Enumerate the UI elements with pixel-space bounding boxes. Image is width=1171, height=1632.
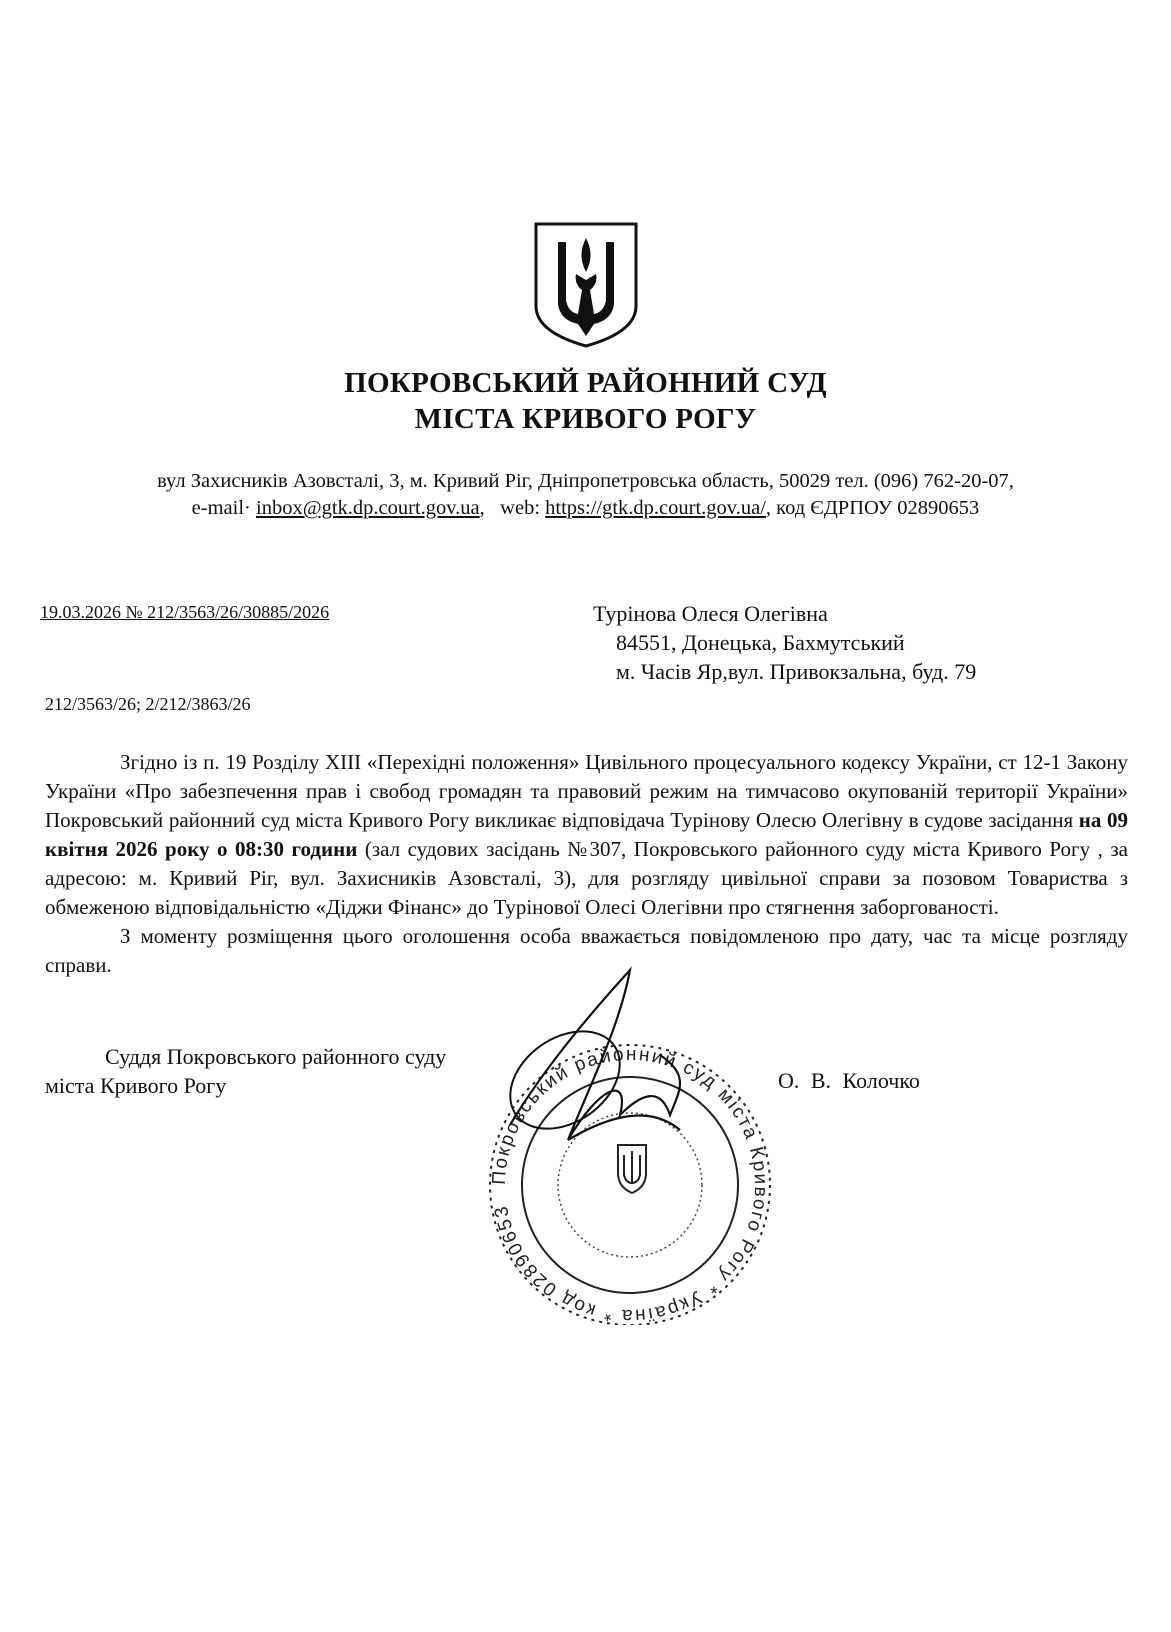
- judge-name: О. В. Колочко: [778, 1068, 920, 1093]
- web-link[interactable]: https://gtk.dp.court.gov.ua/: [545, 497, 766, 519]
- recipient-name: Турінова Олеся Олегівна: [593, 601, 828, 626]
- notice-text-end: (зал судових засідань №307, Покровського районного суду міста Кривого Рогу , за адресою: м. Кривий Ріг, вул. Захисників Азовсталі, 3), для розгляду цивільної справи за позовом Товариства з обмеженою відповідальністю «Діджи Фінанс» до Турінової Олесі Олегівни про стягнення заборгованості.: [45, 837, 1128, 919]
- judge-position-line1: Суддя Покровського районного суду: [105, 1044, 447, 1069]
- court-name-line2: МІСТА КРИВОГО РОГУ: [414, 403, 757, 435]
- court-contacts: e-mail· inbox@gtk.dp.court.gov.ua, web: https://gtk.dp.court.gov.ua/, код ЄДРПОУ 02890653: [191, 497, 980, 519]
- court-address: вул Захисників Азовсталі, 3, м. Кривий Ріг, Дніпропетровська область, 50029 тел. (096) 762-20-07,: [157, 470, 1014, 492]
- hearing-datetime: на 09 квітня 2026 року о 08:30 години: [45, 808, 1128, 861]
- seal-text: Покровський районний суд міста Кривого Рогу * Україна * код 02890653: [488, 1043, 772, 1325]
- recipient-block: [593, 599, 976, 686]
- web-label: web:: [500, 497, 541, 519]
- court-name-line1: ПОКРОВСЬКИЙ РАЙОННИЙ СУД: [344, 367, 827, 399]
- court-seal-and-signature: [470, 965, 790, 1325]
- recipient-address-line2: м. Часів Яр,вул. Привокзальна, буд. 79: [616, 659, 977, 684]
- notice-paragraph-1: [45, 748, 1128, 922]
- coat-of-arms-icon: [530, 220, 642, 350]
- notice-body: [45, 748, 1128, 980]
- email-link[interactable]: inbox@gtk.dp.court.gov.ua: [256, 497, 480, 519]
- svg-text:Покровський районний суд міста: [489, 1044, 771, 1325]
- judge-position-line2: міста Кривого Рогу: [45, 1073, 227, 1098]
- recipient-address-line1: 84551, Донецька, Бахмутський: [616, 630, 905, 655]
- judge-position: [45, 1042, 446, 1100]
- notice-text-start: Згідно із п. 19 Розділу ХІІІ «Перехідні положення» Цивільного процесуального кодексу України, ст 12-1 Закону України «Про забезпечення прав і свобод громадян та правовий режим на тимчасово окупованій території України» Покровський районний суд міста Кривого Рогу викликає відповідача Турінову Олесю Олегівну в судове засідання: [45, 750, 1128, 832]
- outgoing-number: 19.03.2026 № 212/3563/26/30885/2026: [40, 602, 330, 622]
- case-numbers: 212/3563/26; 2/212/3863/26: [45, 694, 251, 714]
- email-label: e-mail·: [191, 497, 251, 519]
- notice-paragraph-2: З моменту розміщення цього оголошення особа вважається повідомленою про дату, час та місце розгляду справи.: [45, 924, 1128, 977]
- edrpou-code: , код ЄДРПОУ 02890653: [765, 497, 980, 519]
